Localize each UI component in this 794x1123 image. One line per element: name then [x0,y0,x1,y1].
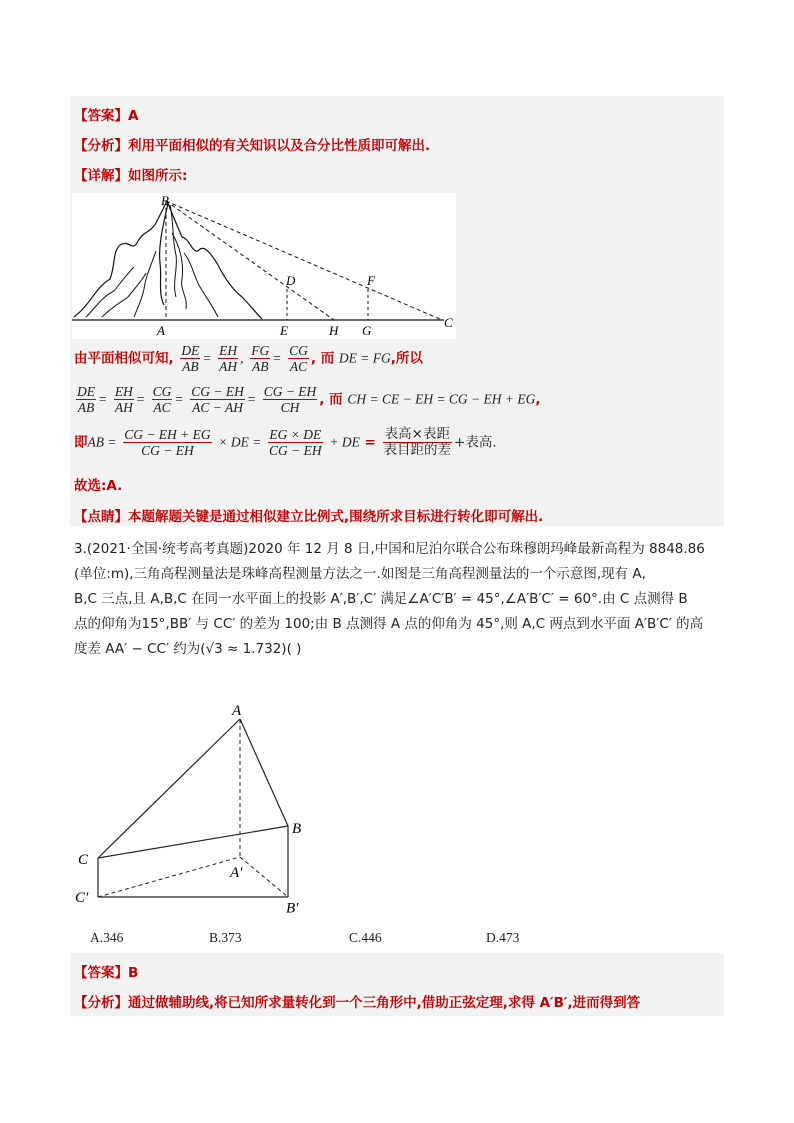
label-B: B [161,193,169,208]
label-A: A [157,323,165,338]
label-F: F [367,273,375,288]
label-H: H [329,323,339,338]
label-C: C [78,852,89,868]
analysis-line-3: 【分析】通过做辅助线,将已知所求量转化到一个三角形中,借助正弦定理,求得 A′B′,进而得到答 [74,995,641,1011]
label-C-prime: C′ [75,890,89,906]
label-A-prime: A′ [230,865,243,881]
option-c[interactable]: C.446 [349,930,382,945]
comment-line: 【点睛】本题解题关键是通过相似建立比例式,围绕所求目标进行转化即可解出. [74,509,544,525]
question-3-line-3: B,C 三点,且 A,B,C 在同一水平面上的投影 A′,B′,C′ 满足∠A′C′B′ = 45°,∠A′B′C′ = 60°.由 C 点测得 B [74,591,688,607]
question-3-line-4: 点的仰角为15°,BB′ 与 CC′ 的差为 100;由 B 点测得 A 点的仰角为 45°,则 A,C 两点到水平面 A′B′C′ 的高 [74,616,704,632]
equation-line-1: 由平面相似可知, $\frac{DE}{AB}$ = $\frac{EH}{AH}$ , $\frac{FG}{AB}$ = $\frac{CG}{AC}$ , 而 DE = FG,所以 [74,343,423,374]
label-D: D [286,273,296,288]
label-G: G [362,323,372,338]
option-a[interactable]: A.346 [90,930,124,945]
question-3-line-2: (单位:m),三角高程测量法是珠峰高程测量方法之一.如图是三角高程测量法的一个示意图,现有 A, [74,566,646,582]
mountain-figure [72,193,456,339]
conclusion-line: 故选:A. [74,478,123,494]
label-B-prime: B′ [286,900,299,915]
triangulation-figure [70,695,320,915]
equation-line-2: $\frac{DE}{AB}$ = $\frac{EH}{AH}$ = $\frac{CG}{AC}$ = $\frac{CG - EH}{AC - AH}$ = $\frac{CG - EH}{CH}$ , 而 CH = CE − EH = CG − EH + EG, [77,384,541,415]
label-C: C [444,315,453,330]
option-d[interactable]: D.473 [486,930,520,945]
question-3-line-5: 度差 AA′ − CC′ 约为(√3 ≈ 1.732)( ) [74,641,302,657]
label-B: B [292,821,302,837]
answer-line: 【答案】A [74,108,139,124]
equation-line-3: 即AB = $\frac{CG - EH + EG}{CG - EH}$ × DE = $\frac{EG \times DE}{CG - EH}$ + DE = $\frac{\text{表高×表距}}{\text{表目距的差}}$ +表高. [74,426,497,458]
option-b[interactable]: B.373 [209,930,242,945]
analysis-line: 【分析】利用平面相似的有关知识以及合分比性质即可解出. [74,138,431,154]
label-A: A [232,703,242,719]
question-3-line-1: 3.(2021·全国·统考高考真题)2020 年 12 月 8 日,中国和尼泊尔联合公布珠穆朗玛峰最新高程为 8848.86 [74,541,705,557]
detail-line: 【详解】如图所示: [74,168,188,184]
answer-line-3: 【答案】B [74,965,139,981]
label-E: E [280,323,288,338]
